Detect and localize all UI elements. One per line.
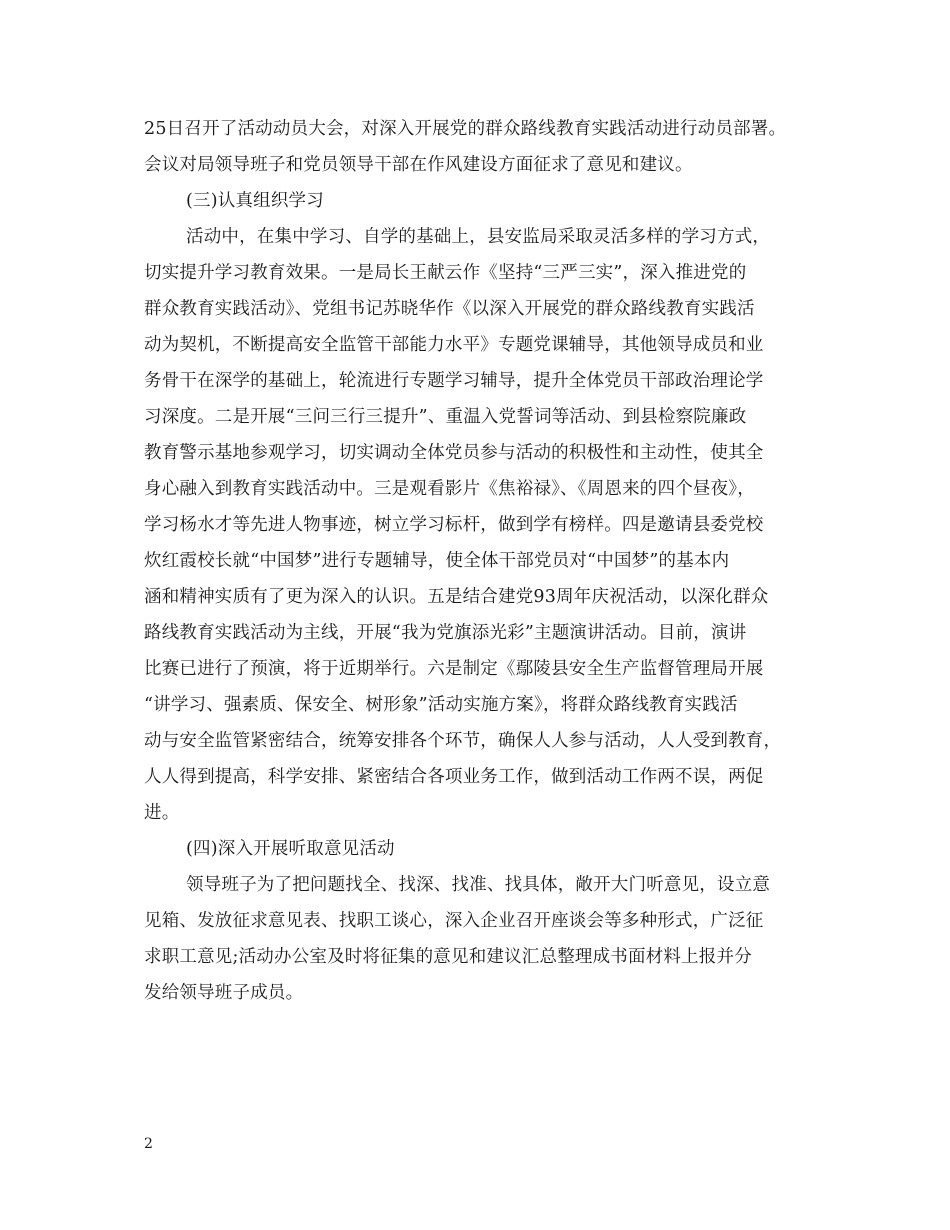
text-line: 会议对局领导班子和党员领导干部在作风建设方面征求了意见和建议。 [144, 155, 693, 175]
text-line: “讲学习、强素质、保安全、树形象”活动实施方案》，将群众路线教育实践活 [144, 695, 738, 715]
page-number: 2 [144, 1136, 153, 1152]
section-heading: (三)认真组织学习 [186, 191, 324, 211]
text-line: 涵和精神实质有了更为深入的认识。五是结合建党93周年庆祝活动，以深化群众 [144, 587, 769, 607]
text-line: 习深度。二是开展“三问三行三提升”、重温入党誓词等活动、到县检察院廉政 [144, 407, 747, 427]
text-line: 群众教育实践活动》、党组书记苏晓华作《以深入开展党的群众路线教育实践活 [144, 299, 755, 319]
text-line: 活动中，在集中学习、自学的基础上，县安监局采取灵活多样的学习方式， [186, 227, 771, 247]
text-line: 见箱、发放征求意见表、找职工谈心，深入企业召开座谈会等多种形式，广泛征 [144, 911, 764, 931]
section-heading: (四)深入开展听取意见活动 [186, 839, 395, 859]
text-line: 务骨干在深学的基础上，轮流进行专题学习辅导，提升全体党员干部政治理论学 [144, 371, 764, 391]
text-line: 动与安全监管紧密结合，统筹安排各个环节，确保人人参与活动，人人受到教育， [144, 731, 782, 751]
text-line: 炊红霞校长就“中国梦”进行专题辅导，使全体干部党员对“中国梦”的基本内 [144, 551, 730, 571]
text-line: 人人得到提高，科学安排、紧密结合各项业务工作，做到活动工作两不误，两促 [144, 767, 764, 787]
text-line: 求职工意见;活动办公室及时将征集的意见和建议汇总整理成书面材料上报并分 [144, 947, 752, 967]
text-line: 动为契机，不断提高安全监管干部能力水平》专题党课辅导，其他领导成员和业 [144, 335, 764, 355]
text-line: 进。 [144, 803, 180, 823]
text-line: 比赛已进行了预演，将于近期举行。六是制定《鄢陵县安全生产监督管理局开展 [144, 659, 764, 679]
text-line: 教育警示基地参观学习，切实调动全体党员参与活动的积极性和主动性，使其全 [144, 443, 764, 463]
text-line: 路线教育实践活动为主线，开展“我为党旗添光彩”主题演讲活动。目前，演讲 [144, 623, 747, 643]
text-line: 学习杨水才等先进人物事迹，树立学习标杆，做到学有榜样。四是邀请县委党校 [144, 515, 764, 535]
text-line: 发给领导班子成员。 [144, 983, 304, 1003]
text-line: 领导班子为了把问题找全、找深、找准、找具体，敞开大门听意见，设立意 [186, 875, 771, 895]
text-line: 身心融入到教育实践活动中。三是观看影片《焦裕禄》、《周恩来的四个昼夜》， [144, 479, 755, 499]
text-line: 切实提升学习教育效果。一是局长王献云作《坚持“三严三实”，深入推进党的 [144, 263, 747, 283]
text-line: 25日召开了活动动员大会，对深入开展党的群众路线教育实践活动进行动员部署。 [144, 119, 787, 139]
